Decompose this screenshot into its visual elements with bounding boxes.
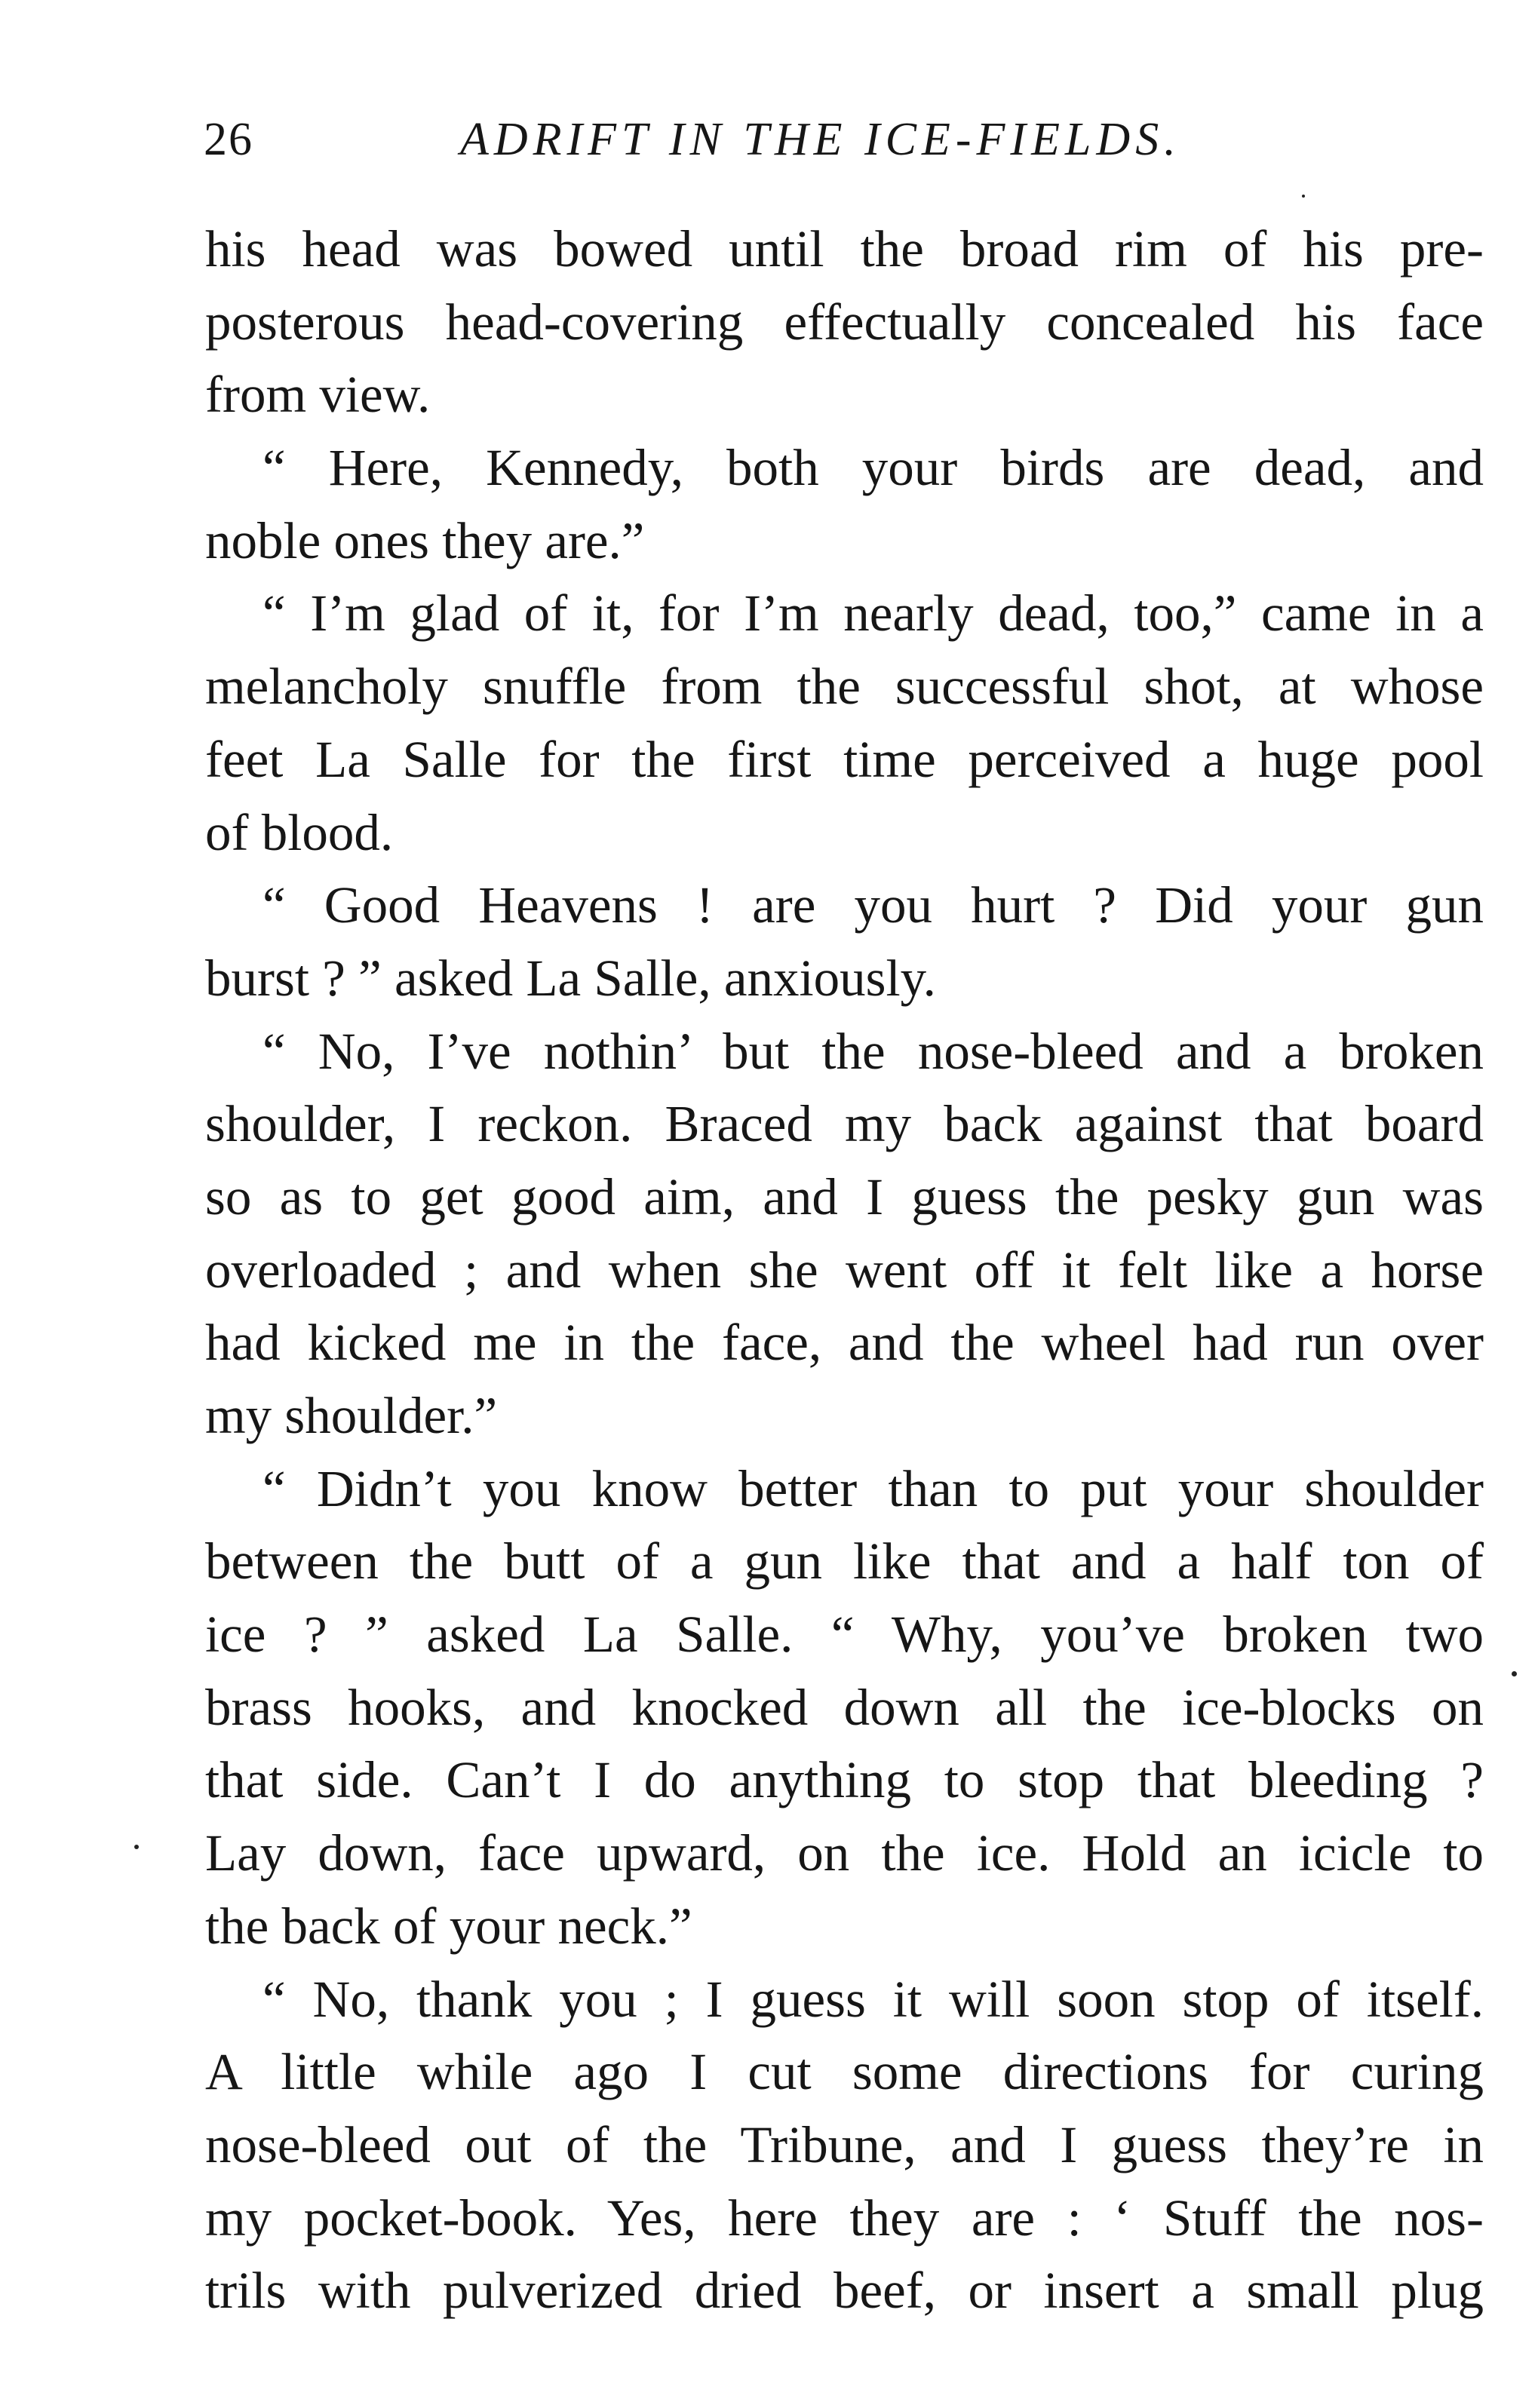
text-line: trils with pulverized dried beef, or insert a small plug [205,2262,1484,2320]
text-line: my pocket-book. Yes, here they are : ‘ Stuff the nos- [205,2189,1484,2247]
text-line: ice ? ” asked La Salle. “ Why, you’ve broken two [205,1606,1484,1664]
text-line: had kicked me in the face, and the wheel had run over [205,1314,1484,1372]
print-speck [134,1845,139,1849]
page-number: 26 [204,114,253,165]
text-line: that side. Can’t I do anything to stop that bleeding ? [205,1751,1484,1809]
text-line: “ I’m glad of it, for I’m nearly dead, too,” came in a [262,584,1484,643]
text-line: his head was bowed until the broad rim of his pre- [205,220,1484,278]
text-line: “ Didn’t you know better than to put your shoulder [262,1459,1484,1517]
text-line: A little while ago I cut some directions for curing [205,2043,1484,2101]
text-line: “ Here, Kennedy, both your birds are dead, and [262,439,1484,497]
text-line: feet La Salle for the first time perceived a huge pool [205,730,1484,788]
text-line: brass hooks, and knocked down all the ice-blocks on [205,1678,1484,1736]
print-speck [1512,1671,1517,1676]
print-speck [1302,195,1305,198]
text-line: “ No, thank you ; I guess it will soon stop of itself. [262,1970,1484,2028]
text-line: from view. [205,366,431,424]
text-line: so as to get good aim, and I guess the pesky gun was [205,1167,1484,1225]
body-text [205,213,1484,2327]
text-line: the back of your neck.” [205,1897,692,1955]
text-line: Lay down, face upward, on the ice. Hold an icicle to [205,1824,1484,1882]
text-line: posterous head-covering effectually concealed his face [205,293,1484,351]
running-title: ADRIFT IN THE ICE-FIELDS. [460,114,1181,165]
page-header [204,106,1486,173]
text-line: nose-bleed out of the Tribune, and I guess they’re in [205,2115,1484,2173]
text-line: “ Good Heavens ! are you hurt ? Did your gun [262,876,1484,934]
text-line: overloaded ; and when she went off it felt like a horse [205,1241,1484,1299]
text-line: shoulder, I reckon. Braced my back against that board [205,1095,1484,1153]
text-line: burst ? ” asked La Salle, anxiously. [205,949,936,1007]
text-line: “ No, I’ve nothin’ but the nose-bleed and a broken [262,1022,1484,1080]
text-line: of blood. [205,803,394,861]
text-line: melancholy snuffle from the successful shot, at whose [205,658,1484,716]
text-line: my shoulder.” [205,1387,498,1444]
text-line: between the butt of a gun like that and a half ton of [205,1532,1484,1591]
text-line: noble ones they are.” [205,511,645,569]
